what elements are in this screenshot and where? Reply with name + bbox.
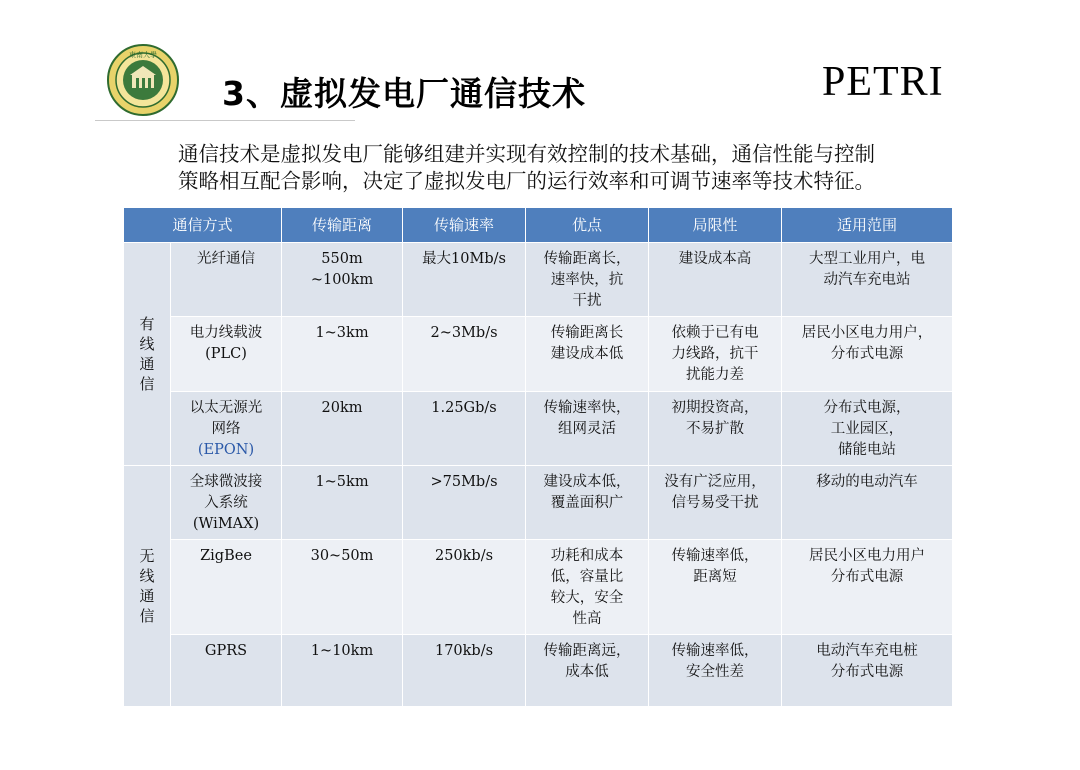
cell-line: 传输距离远，: [543, 643, 631, 659]
cell-line: 工业园区，: [830, 421, 904, 437]
cell-line: 全球微波接: [189, 474, 263, 490]
column-header: 传输速率: [403, 208, 526, 243]
cell-line: 建设成本低，: [543, 474, 631, 490]
table-row: [124, 466, 953, 540]
scope-cell: [782, 635, 953, 707]
table-row: [124, 317, 953, 392]
cell-line: 传输距离长，: [543, 251, 631, 267]
scope-cell: [782, 317, 953, 392]
table-header-row: [124, 208, 953, 243]
intro-line: 通信技术是虚拟发电厂能够组建并实现有效控制的技术基础，通信性能与控制: [178, 142, 875, 166]
table-row: [124, 540, 953, 635]
cell-line: 分布式电源: [830, 346, 904, 362]
tech-cell: [171, 635, 282, 707]
cell-line: 1~5km: [315, 474, 369, 490]
cell-line: >75Mb/s: [430, 474, 498, 490]
cell-line: (WiMAX): [192, 516, 260, 532]
cell-line: 光纤通信: [197, 251, 255, 267]
pros-cell: [526, 392, 649, 466]
brand-mark: PETRI: [822, 59, 944, 105]
column-header: 优点: [526, 208, 649, 243]
group-label-wireless: 无线通信: [124, 466, 171, 707]
cell-line: 30~50m: [310, 548, 374, 564]
cons-cell: [649, 243, 782, 317]
cell-line: 功耗和成本: [550, 548, 624, 564]
cell-line: 传输速率低，: [671, 548, 759, 564]
cell-line: 初期投资高，: [671, 400, 759, 416]
cell-line: 移动的电动汽车: [816, 474, 918, 490]
title-divider: [95, 120, 355, 121]
page-title: 3、虚拟发电厂通信技术: [222, 74, 586, 113]
cell-line: 不易扩散: [686, 421, 745, 437]
cell-line: 170kb/s: [434, 643, 494, 659]
cell-line: 以太无源光: [189, 400, 263, 416]
cell-line: 分布式电源: [830, 664, 904, 680]
cell-line: 安全性差: [686, 664, 745, 680]
distance-cell: [282, 317, 403, 392]
cell-line: 干扰: [572, 293, 602, 309]
cell-line: 传输距离长: [550, 325, 624, 341]
cell-line: 信号易受干扰: [671, 495, 759, 511]
scope-cell: [782, 540, 953, 635]
distance-cell: [282, 243, 403, 317]
rate-cell: [403, 243, 526, 317]
communication-table: [123, 207, 953, 707]
cell-line: 最大10Mb/s: [422, 251, 506, 267]
tech-cell: [171, 392, 282, 466]
scope-cell: [782, 243, 953, 317]
table-row: [124, 635, 953, 707]
cell-line: ZigBee: [200, 548, 252, 564]
cons-cell: [649, 466, 782, 540]
tech-cell: [171, 317, 282, 392]
cell-line: 20km: [321, 400, 363, 416]
tech-cell: [171, 466, 282, 540]
table-row: [124, 243, 953, 317]
scope-cell: [782, 466, 953, 540]
cons-cell: [649, 540, 782, 635]
cell-line: 速率快，抗: [550, 272, 624, 288]
pros-cell: [526, 635, 649, 707]
cell-line: 距离短: [693, 569, 737, 585]
rate-cell: [403, 466, 526, 540]
cell-line: 较大，安全: [550, 590, 624, 606]
cell-line: 2~3Mb/s: [430, 325, 498, 341]
cell-line: 1~10km: [310, 643, 374, 659]
cell-line: (PLC): [205, 346, 247, 362]
cell-line: 250kb/s: [434, 548, 494, 564]
cell-line: 网络: [211, 421, 241, 437]
cell-line: 电动汽车充电桩: [816, 643, 918, 659]
cell-line: 1.25Gb/s: [431, 400, 497, 416]
cell-line: 居民小区电力用户，: [801, 325, 933, 341]
scope-cell: [782, 392, 953, 466]
cell-line: 550m: [321, 251, 363, 267]
cell-line: 建设成本低: [550, 346, 624, 362]
distance-cell: [282, 466, 403, 540]
tech-extra: (EPON): [197, 442, 255, 458]
tech-cell: [171, 540, 282, 635]
cons-cell: [649, 635, 782, 707]
group-label-wired: 有线通信: [124, 243, 171, 466]
rate-cell: [403, 635, 526, 707]
distance-cell: [282, 540, 403, 635]
cell-line: 居民小区电力用户: [809, 548, 926, 564]
logo-text: 東南大學: [129, 51, 157, 59]
cell-line: 成本低: [565, 664, 609, 680]
cell-line: 1~3km: [315, 325, 369, 341]
tech-cell: [171, 243, 282, 317]
distance-cell: [282, 392, 403, 466]
cell-line: 储能电站: [838, 442, 897, 458]
intro-line: 策略相互配合影响，决定了虚拟发电厂的运行效率和可调节速率等技术特征。: [178, 169, 875, 193]
pros-cell: [526, 466, 649, 540]
column-header: 局限性: [649, 208, 782, 243]
cell-line: 入系统: [204, 495, 248, 511]
cons-cell: [649, 317, 782, 392]
column-header: 传输距离: [282, 208, 403, 243]
rate-cell: [403, 392, 526, 466]
cell-line: ~100km: [310, 272, 374, 288]
cell-line: 分布式电源，: [823, 400, 911, 416]
cell-line: 低，容量比: [550, 569, 624, 585]
cell-line: 分布式电源: [830, 569, 904, 585]
table-row: [124, 392, 953, 466]
pros-cell: [526, 317, 649, 392]
distance-cell: [282, 635, 403, 707]
cell-line: 性高: [572, 611, 602, 627]
cell-line: 动汽车充电站: [823, 272, 911, 288]
cell-line: 覆盖面积广: [550, 495, 624, 511]
cell-line: 电力线载波: [189, 325, 263, 341]
cell-line: 没有广泛应用，: [664, 474, 766, 490]
cell-line: 扰能力差: [686, 367, 745, 383]
rate-cell: [403, 540, 526, 635]
cell-line: 力线路，抗干: [671, 346, 759, 362]
pros-cell: [526, 243, 649, 317]
column-header: 通信方式: [124, 208, 282, 243]
university-seal-icon: [107, 44, 179, 116]
rate-cell: [403, 317, 526, 392]
intro-paragraph: [178, 141, 978, 195]
cell-line: 组网灵活: [558, 421, 617, 437]
column-header: 适用范围: [782, 208, 953, 243]
cell-line: GPRS: [204, 643, 248, 659]
cell-line: 建设成本高: [678, 251, 752, 267]
cons-cell: [649, 392, 782, 466]
cell-line: 大型工业用户，电: [809, 251, 926, 267]
cell-line: 依赖于已有电: [671, 325, 759, 341]
cell-line: 传输速率低，: [671, 643, 759, 659]
cell-line: 传输速率快，: [543, 400, 631, 416]
pros-cell: [526, 540, 649, 635]
